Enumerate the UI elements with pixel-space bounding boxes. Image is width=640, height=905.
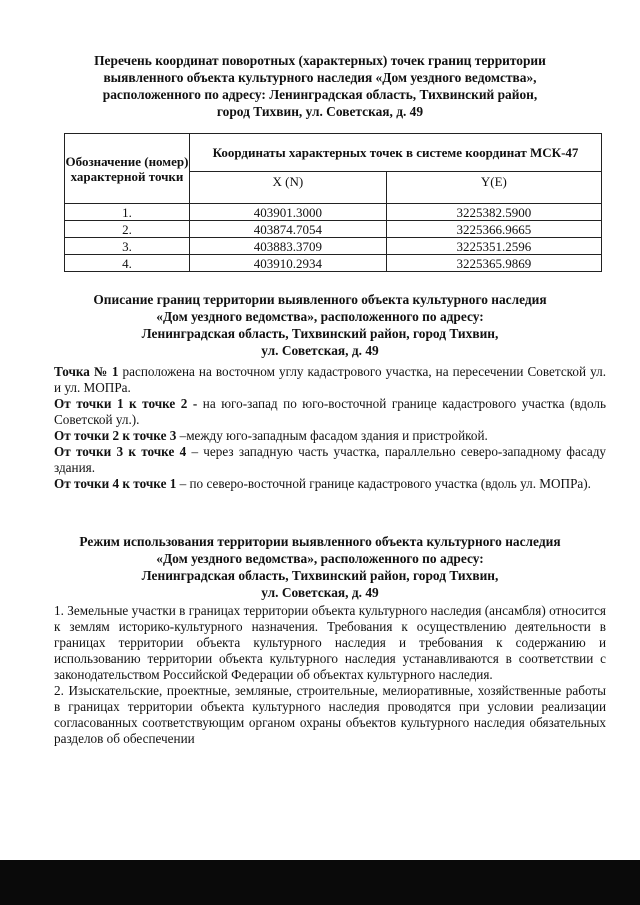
- point-number-cell: 3.: [65, 238, 190, 255]
- description-paragraph: [54, 476, 606, 492]
- description-paragraph: [54, 428, 606, 444]
- description-text: –между юго-западным фасадом здания и пристройкой.: [176, 428, 488, 443]
- regime-paragraph: 2. Изыскательские, проектные, земляные, строительные, мелиоративные, хозяйственные работы в границах территории объекта культурного наследия проводятся при условии реализации согласованных соответствующим органом охраны объектов культурного наследия обязательных разделов об обеспечении: [54, 683, 606, 746]
- heading-line: выявленного объекта культурного наследия «Дом уездного ведомства»,: [103, 70, 537, 85]
- heading-line: Описание границ территории выявленного объекта культурного наследия: [93, 292, 547, 307]
- point-number-cell: 4.: [65, 255, 190, 272]
- heading-line: ул. Советская, д. 49: [261, 343, 379, 358]
- description-point-label: Точка № 1: [54, 364, 119, 379]
- description-text: – по северо-восточной границе кадастрового участка (вдоль ул. МОПРа).: [176, 476, 591, 491]
- point-number-header: Обозначение (номер) характерной точки: [65, 134, 190, 204]
- description-point-label: От точки 2 к точке 3: [54, 428, 177, 443]
- x-coordinate-cell: 403874.7054: [190, 221, 387, 238]
- description-point-label: От точки 4 к точке 1: [54, 476, 177, 491]
- table-row: [65, 255, 602, 272]
- usage-regime-heading: [0, 533, 640, 601]
- y-coordinate-cell: 3225382.5900: [386, 204, 601, 221]
- description-paragraph: [54, 396, 606, 428]
- heading-line: ул. Советская, д. 49: [261, 585, 379, 600]
- x-coordinate-cell: 403910.2934: [190, 255, 387, 272]
- scan-bottom-border: [0, 860, 640, 905]
- point-number-cell: 2.: [65, 221, 190, 238]
- heading-line: «Дом уездного ведомства», расположенного по адресу:: [156, 551, 484, 566]
- description-paragraph: [54, 364, 606, 396]
- point-number-cell: 1.: [65, 204, 190, 221]
- y-column-header: Y(E): [386, 172, 601, 204]
- description-text: расположена на восточном углу кадастрового участка, на пересечении Советской ул. и ул. МОПРа.: [54, 364, 606, 395]
- coordinates-list-heading: [0, 52, 640, 120]
- description-text: – через западную часть участка, параллельно северо-западному фасаду здания.: [54, 444, 606, 475]
- y-coordinate-cell: 3225351.2596: [386, 238, 601, 255]
- heading-line: город Тихвин, ул. Советская, д. 49: [216, 104, 424, 119]
- x-column-header: X (N): [190, 172, 387, 204]
- y-coordinate-cell: 3225365.9869: [386, 255, 601, 272]
- usage-regime-text: [54, 603, 606, 747]
- heading-line: Ленинградская область, Тихвинский район, город Тихвин,: [141, 326, 499, 341]
- description-point-label: От точки 3 к точке 4: [54, 444, 187, 459]
- heading-line: Режим использования территории выявленного объекта культурного наследия: [79, 534, 561, 549]
- heading-line: Ленинградская область, Тихвинский район, город Тихвин,: [141, 568, 499, 583]
- coordinates-table: [64, 133, 602, 272]
- description-text: на юго-запад по юго-восточной границе кадастрового участка (вдоль Советской ул.).: [54, 396, 606, 427]
- table-row: [65, 238, 602, 255]
- regime-paragraph: 1. Земельные участки в границах территории объекта культурного наследия (ансамбля) относится к землям историко-культурного назначения. Требования к осуществлению деятельности в границах территории объекта культурного наследия и требования к содержанию и использованию территории объекта культурного наследия устанавливаются в соответствии с законодательством Российской Федерации об объектах культурного наследия.: [54, 603, 606, 682]
- y-coordinate-cell: 3225366.9665: [386, 221, 601, 238]
- heading-line: «Дом уездного ведомства», расположенного по адресу:: [156, 309, 484, 324]
- heading-line: расположенного по адресу: Ленинградская область, Тихвинский район,: [102, 87, 538, 102]
- coordinates-header: Координаты характерных точек в системе координат МСК-47: [190, 134, 602, 172]
- boundary-description: [54, 364, 606, 492]
- table-row: [65, 204, 602, 221]
- x-coordinate-cell: 403883.3709: [190, 238, 387, 255]
- heading-line: Перечень координат поворотных (характерных) точек границ территории: [94, 53, 546, 68]
- table-row: [65, 221, 602, 238]
- boundary-description-heading: [0, 291, 640, 359]
- x-coordinate-cell: 403901.3000: [190, 204, 387, 221]
- description-point-label: От точки 1 к точке 2 -: [54, 396, 198, 411]
- description-paragraph: [54, 444, 606, 476]
